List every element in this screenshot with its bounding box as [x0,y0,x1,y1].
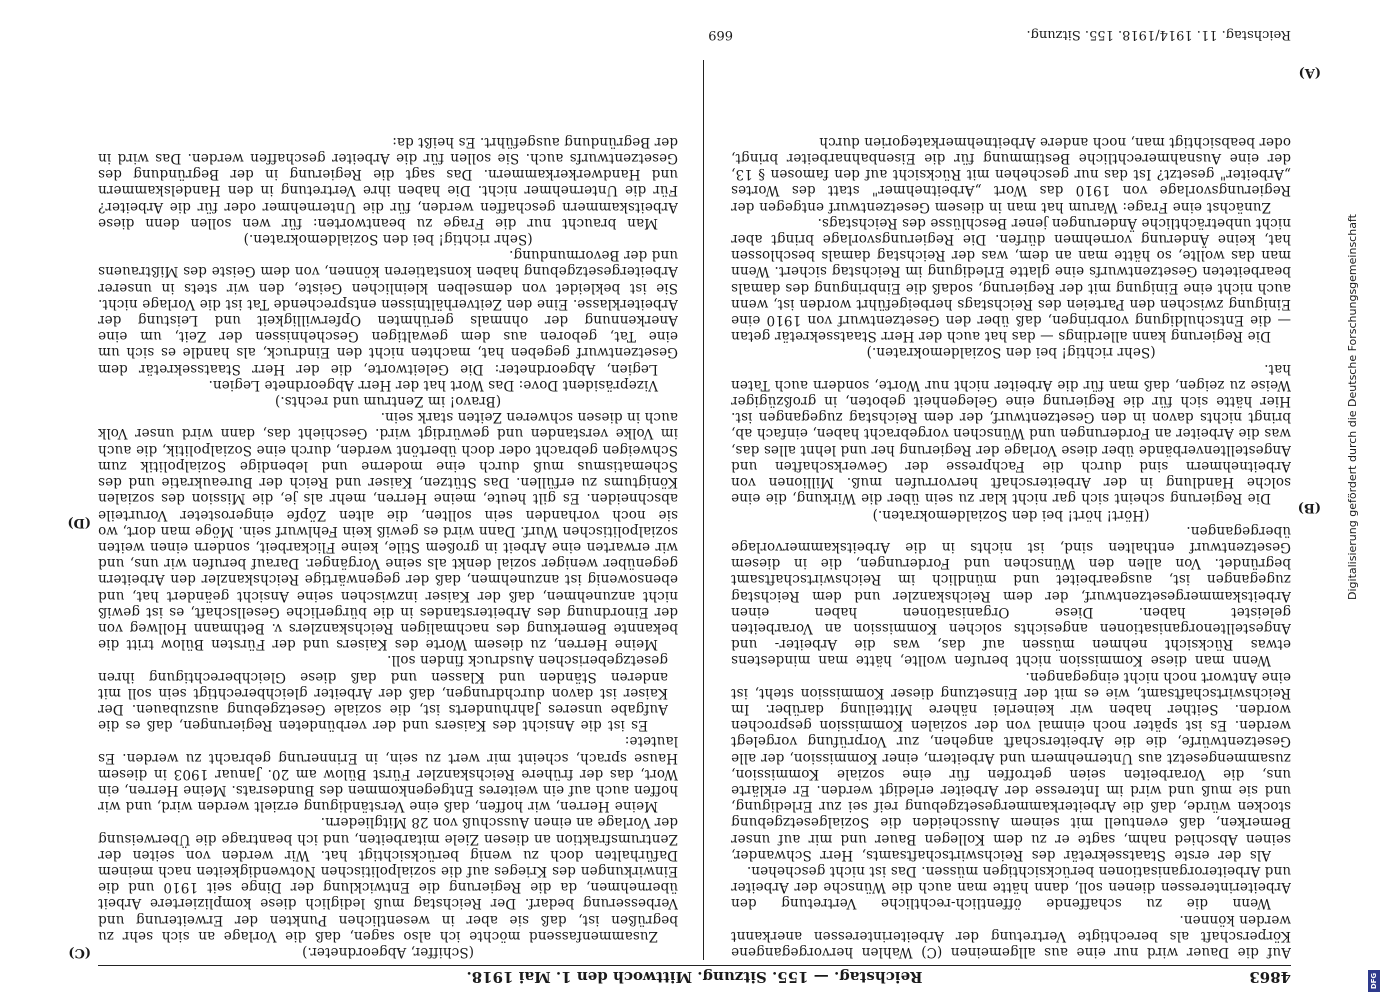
column-rule [703,60,704,960]
paragraph: Die Regierung scheint sich gar nicht klar zu sein über die Wirkung, die eine solche Handlung in der Arbeiterschaft hervorrufen muß. Millionen von Arbeitnehmern sind durch die Fachpresse der Gewerkschaften und Angestelltenverbände über diese Vorlage der Regierung her und lehnt alles das, was die Arbeiter an Forderungen und Wünschen vorgebracht haben, einfach ab, bringt nichts davon in den Gesetzentwurf, der dem Reichstag zugegangen ist. Hier hätte sich für die Regierung eine Gelegenheit geboten, in großzügiger Weise zu zeigen, daß man für die Arbeiter nicht nur Worte, sondern auch Taten hat. [731,360,1291,507]
margin-mark-c: (C) [68,945,91,960]
column-left-speech-schiffer-legien [98,60,678,960]
paragraph: Zusammenfassend möchte ich also sagen, daß die Vorlage an sich sehr zu begrüßen ist, daß sie aber in wesentlichen Punkten der Erweiterung und Verbesserung bedarf. Der Reichstag muß lediglich diese kompliziertere Arbeit übernehmen, da die Regierung die Entwicklung der Dinge seit 1910 und die Einwirkungen des Krieges auf die sozialpolitischen Notwendigkeiten nach meinem Dafürhalten doch zu wenig berücksichtigt hat. Wir werden von seiten der Zentrumsfraktion an diesen Ziele mitarbeiten, und ich beantrage die Überweisung der Vorlage an einen Ausschuß von 28 Mitgliedern. [98,814,678,944]
paragraph: Vizepräsident Dove: Das Wort hat der Herr Abgeordnete Legien. [208,376,658,393]
interjection: (Hört! hört! bei den Sozialdemokraten.) [872,506,1150,523]
header-rule [98,965,1291,966]
interjection: (Bravo! im Zentrum und rechts.) [274,393,502,410]
margin-mark-b: (B) [1297,500,1321,515]
paragraph: (Schiffer, Abgeordneter.) [302,944,474,960]
interjection: (Sehr richtig! bei den Sozialdemokraten.) [243,231,533,248]
paragraph: Meine Herren, wir hoffen, daß eine Verständigung erzielt werden wird, und wir hoffen auch auf ein weiteres Entgegenkommen des Bundesrats. Meine Herren, ein Wort, das der frühere Reichskanzler Fürst Bülow am 20. Januar 1903 in diesem Hause sprach, scheint mir wert zu sein, in Erinnerung gebracht zu werden. Es lautete: [98,733,678,815]
paragraph: Wenn man diese Kommission nicht berufen wollte, hätte man mindestens etwas Rücksicht nehmen müssen auf das, was die Arbeiter- und Angestelltenorganisationen angesichts solchen Kommission an Vorarbeiten geleistet haben. Diese Organisationen haben einen Arbeitskammergesetzentwurf, der dem Reichskanzler und dem Reichstag zugegangen ist, ausgearbeitet und mündlich im Reichswirtschaftsamt begründet. Von allen den Wünschen und Forderungen, die in diesem Gesetzentwurf enthalten sind, ist nichts in die Arbeitskammervorlage übergegangen. [731,522,1291,669]
footer-sheet-number: 669 [708,27,733,42]
column-right-speech-legien-continued [731,60,1291,960]
paragraph: Legien, Abgeordneter: Die Geleitworte, die der Herr Staatssekretär dem Gesetzentwurf gegeben hat, machten nicht den Eindruck, als handle es sich um eine Tat, geboren aus dem gewaltigen Geschehnissen der Zeit, um eine Anerkennung der ohnmals gerühmten Opferwilligkeit und Leistung der Arbeiterklasse. Eine den Zeitverhältnissen entsprechende Tat ist die Vorlage nicht. Sie ist bekleidet von demselben kleinlichen Geiste, den wir stets in unserer Arbeitergesetzgebung haben konstatieren können, von dem Geiste des Mißtrauens und der Bevormundung. [98,247,678,377]
page-number: 4863 [1249,968,1291,986]
margin-mark-a: (A) [1298,65,1321,80]
digitization-credit: Digitalisierung gefördert durch die Deutsche Forschungsgemeinschaft [1346,214,1359,600]
page-header [98,966,1291,986]
paragraph: Meine Herren, zu diesem Worte des Kaisers und der Fürsten Bülow tritt die bekannte Bemerkung des nachmaligen Reichskanzlers v. Bethmann Hollweg von der Einordnung des Arbeiterstandes in die bürgerliche Gesellschaft, es ist gewiß nicht anzunehmen, daß der Kaiser inzwischen seine Ansicht geändert hat, und ebensowenig ist anzunehmen, daß der gegenwärtige Reichskanzler den Arbeitern gegenüber weniger sozial denkt als seine Vorgänger. Darauf berufen wir uns, und wir erwarten eine Arbeit in großem Stile, keine Flickarbeit, sondern einen weiten sozialpolitischen Wurf. Dann wird es gewiß kein Fehlwurf sein. Möge man dort, wo sie noch vorhanden sein sollten, die alten Zöpfe eingerosteter Vorurteile abschneiden. Es gilt heute, meine Herren, mehr als je, die Mission des sozialen Königtums zu erfüllen. Das Stützen, Kaiser und Reich der Bureaukratie und des Schematismus muß durch eine moderne und lebendige Sozialpolitik zum Schweigen gebracht oder doch übertönt werden, durch eine Sozialpolitik, die auch im Volke verstanden und gewürdigt wird. Geschieht das, dann wird unser Volk auch in diesen schweren Zeiten stark sein. [98,409,678,653]
dfg-logo-text: DFG [1370,972,1378,990]
paragraph: Wenn die zu schaffende öffentlich-rechtliche Vertretung den Arbeiterinteressen dienen soll, dann hätte man auch die Wünsche der Arbeiter und Arbeiterorganisationen berücksichtigen müssen. Das ist nicht geschehen. [731,862,1291,912]
running-title: Reichstag. — 155. Sitzung. Mittwoch den 1. Mai 1918. [466,968,923,986]
quotation: Es ist die Ansicht des Kaisers und der verbündeten Regierungen, daß es die Aufgabe unseres Jahrhunderts ist, die soziale Gesetzgebung auszubauen. Der Kaiser ist davon durchdrungen, daß der Arbeiter gleichberechtigt sein soll mit anderen Ständen und Klassen und daß diese Gleichberechtigung ihren gesetzgeberischen Ausdruck finden soll. [98,652,668,734]
interjection: (Sehr richtig! bei den Sozialdemokraten.) [866,344,1156,361]
footer-signature: Reichstag. 11. 1914/1918. 155. Sitzung. [1026,27,1291,42]
paragraph: Zunächst eine Frage: Warum hat man in diesem Gesetzentwurf entgegen der Regierungsvorlage von 1910 das Wort „Arbeitnehmer" statt des Wortes „Arbeiter" gesetzt? Ist das nur geschehen mit Rücksicht auf den famosen § 13, der eine Ausnahmerechtliche Bestimmung für die Eisenbahnarbeiter bringt, oder beabsichtigt man, noch andere Arbeitnehmerkategorien durch [731,133,1291,215]
dfg-logo-graphic [1368,970,1380,992]
paragraph: Man braucht nur die Frage zu beantworten: für wen sollen denn diese Arbeitskammern geschaffen werden, für die Unternehmer oder für die Arbeiter? Für die Unternehmer nicht. Die haben ihre Vertretung in den Handelskammern und Handwerkerkammern. Das sagt die Regierung in der Begründung des Gesetzentwurfs auch. Sie sollen für die Arbeiter geschaffen werden. Das wird in der Begründung ausgeführt. Es heißt da: [98,133,678,231]
margin-mark-d: (D) [67,515,91,530]
paragraph: Als der erste Staatssekretär des Reichswirtschaftsamts, Herr Schwander, seinen Abschied nahm, sagte er zu dem Kollegen Bauer und mir auf unser Bemerken, daß eventuell mit seinem Ausscheiden die Sozialgesetzgebung stocken würde, daß die Arbeiterkammergesetzgebung reif sei zur Erledigung, und sie muß und wird im Interesse der Arbeiter erledigt werden. Er erklärte uns, die Vorarbeiten seien getroffen für eine soziale Kommission, zusammengesetzt aus Unternehmern und Arbeitern, einer Kommission, der alle Gesetzentwürfe, die die Arbeiterschaft angehen, zur Vorprüfung vorgelegt werden. Es ist später noch einmal von der sozialen Kommission gesprochen worden. Seither haben wir keinerlei nähere Mitteilung darüber. Im Reichswirtschaftsamt, wie es mit der Einsetzung dieser Kommission steht, ist eine Antwort noch nicht eingegangen. [731,668,1291,863]
dfg-logo-icon [1368,970,1380,992]
paragraph: Auf die Dauer wird nur eine aus allgemeinen (C) Wahlen hervorgegangene Körperschaft als berechtigte Vertretung der Arbeiterinteressen anerkannt werden können. [731,911,1291,960]
paragraph: Die Regierung kann allerdings — das hat auch der Herr Staatssekretär getan — die Entschuldigung vorbringen, daß über den Gesetzentwurf von 1910 eine Einigung zwischen den Parteien des Reichstags herbeigeführt worden ist, wenn auch nicht eine Einigung mit der Regierung, sodaß die Einbringung des damals bearbeiteten Gesetzentwurfs eine glatte Erledigung im Reichstag sichert. Wenn man das wollte, so hätte man an dem, was der Reichstag damals beschlossen hat, keine Änderung vornehmen dürfen. Die Regierungsvorlage bringt aber nicht unbeträchtliche Änderungen jener Beschlüsse des Reichstags. [731,214,1291,345]
